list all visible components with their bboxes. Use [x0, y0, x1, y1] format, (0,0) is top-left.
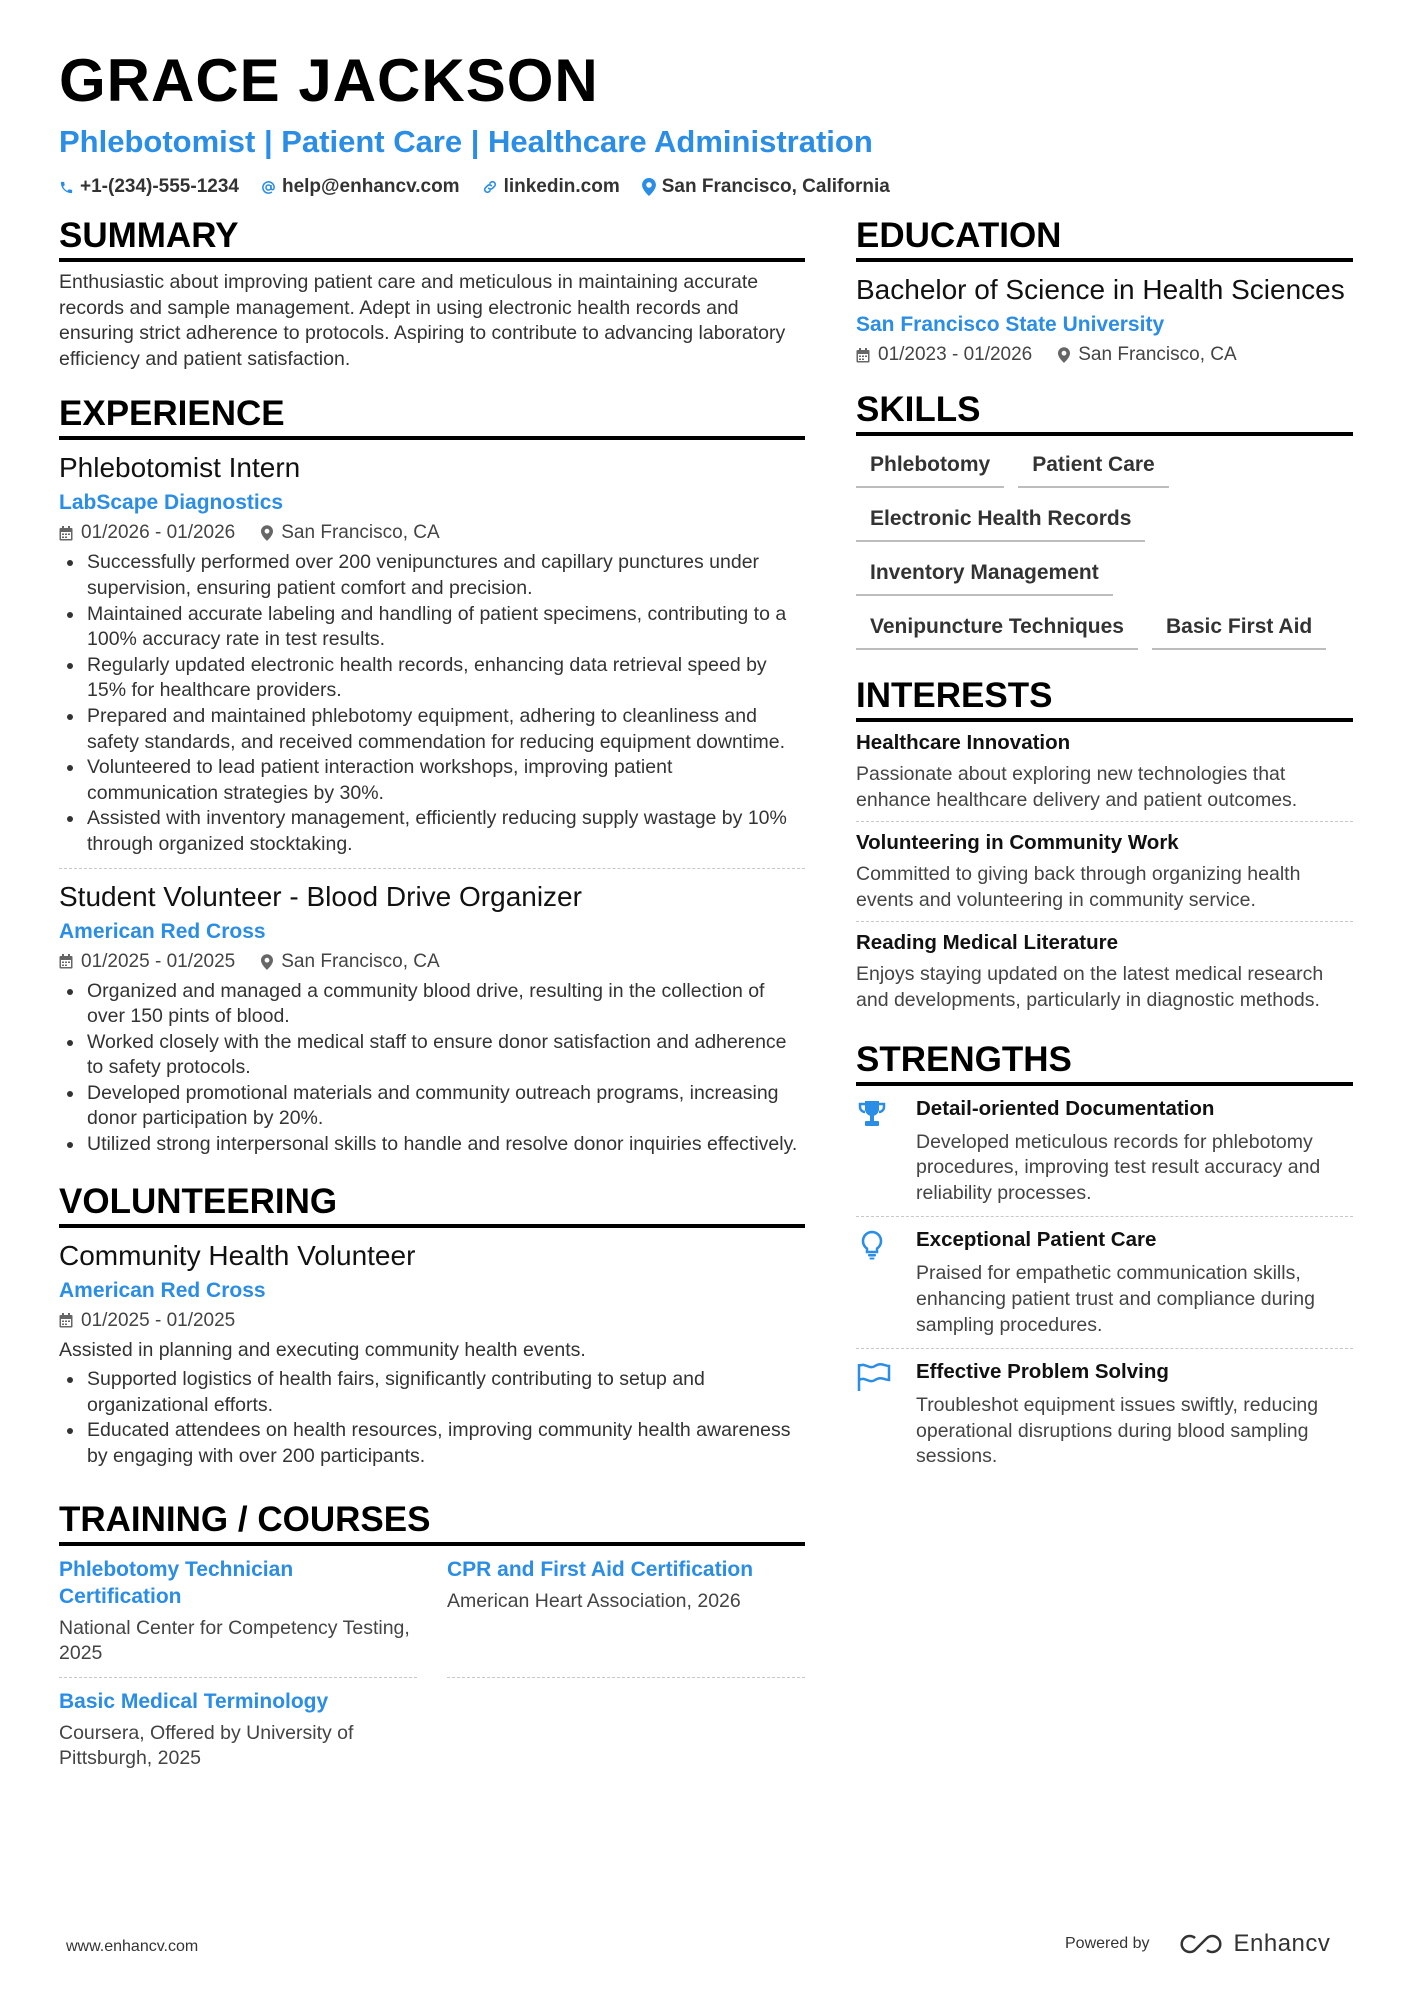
job-entry — [59, 440, 805, 867]
footer-powered — [1065, 1930, 1330, 1958]
powered-by-label: Powered by — [1065, 1935, 1150, 1952]
course-title: Phlebotomy Technician Certification — [59, 1557, 294, 1608]
interest-item — [856, 821, 1353, 921]
education-section — [856, 216, 1353, 368]
skill-tag: Basic First Aid — [1152, 608, 1326, 650]
job-location: San Francisco, CA — [281, 522, 440, 544]
summary-text: Enthusiastic about improving patient care and meticulous in maintaining accurate records and sample management. Adept in using electronic health records and ensuring strict adherence to protocols. Aspiring to contribute to advancing laboratory efficiency and patient satisfaction. — [59, 271, 786, 370]
volunteer-title: Community Health Volunteer — [59, 1239, 416, 1271]
course-item — [59, 1556, 417, 1678]
interest-title: Healthcare Innovation — [856, 731, 1071, 754]
linkedin-text: linkedin.com — [503, 176, 620, 197]
bullet-item: Maintained accurate labeling and handling of patient specimens, contributing to a 100% accuracy rate in test results. — [59, 602, 805, 653]
brand-logo[interactable] — [1178, 1930, 1331, 1958]
calendar-icon — [856, 348, 870, 363]
interest-item — [856, 722, 1353, 821]
interest-description: Enjoys staying updated on the latest medical research and developments, particularly in diagnostic methods. — [856, 963, 1324, 1011]
skill-tag: Patient Care — [1018, 446, 1169, 488]
calendar-icon — [59, 954, 73, 969]
skills-list — [856, 446, 1353, 662]
location-pin-icon — [1058, 347, 1070, 363]
phone-text: +1-(234)-555-1234 — [80, 176, 239, 197]
job-title: Phlebotomist Intern — [59, 452, 301, 484]
interests-section — [856, 676, 1353, 1022]
course-provider: Coursera, Offered by University of Pittsburgh, 2025 — [59, 1721, 354, 1770]
resume-header — [59, 46, 1359, 200]
enhancv-logo-icon — [1178, 1932, 1224, 1956]
education-school: San Francisco State University — [856, 313, 1165, 336]
job-meta — [59, 520, 805, 546]
strength-item — [856, 1086, 1353, 1217]
strength-title: Detail-oriented Documentation — [916, 1096, 1215, 1120]
left-column — [59, 216, 805, 1814]
course-title: Basic Medical Terminology — [59, 1689, 329, 1713]
strengths-section — [856, 1040, 1353, 1480]
skill-tag: Phlebotomy — [856, 446, 1004, 488]
bullet-item: Volunteered to lead patient interaction workshops, improving patient communication strategies by 30%. — [59, 755, 805, 806]
job-meta — [59, 949, 805, 975]
candidate-name: GRACE JACKSON — [59, 47, 599, 114]
strength-title: Exceptional Patient Care — [916, 1228, 1157, 1252]
strengths-heading: STRENGTHS — [856, 1040, 1353, 1086]
strength-description: Troubleshot equipment issues swiftly, reducing operational disruptions during blood sampling sessions. — [916, 1394, 1319, 1468]
job-entry — [59, 868, 805, 1168]
experience-heading: EXPERIENCE — [59, 394, 805, 440]
lightbulb-icon — [856, 1229, 888, 1261]
at-icon — [261, 180, 276, 195]
calendar-icon — [59, 1313, 73, 1328]
course-item — [447, 1556, 805, 1678]
contact-email[interactable] — [261, 176, 460, 198]
volunteering-heading: VOLUNTEERING — [59, 1182, 805, 1228]
education-dates: 01/2023 - 01/2026 — [878, 344, 1033, 365]
brand-name: Enhancv — [1233, 1930, 1331, 1957]
education-degree: Bachelor of Science in Health Sciences — [856, 274, 1345, 305]
bullet-item: Developed promotional materials and community outreach programs, increasing donor participation by 20%. — [59, 1081, 805, 1132]
volunteer-entry — [59, 1228, 805, 1480]
job-dates: 01/2025 - 01/2025 — [81, 950, 236, 972]
skill-tag: Inventory Management — [856, 554, 1113, 596]
job-location: San Francisco, CA — [281, 950, 440, 972]
interest-title: Reading Medical Literature — [856, 931, 1119, 955]
volunteer-dates: 01/2025 - 01/2025 — [81, 1309, 236, 1331]
volunteer-meta — [59, 1308, 805, 1334]
candidate-title: Phlebotomist | Patient Care | Healthcare Administration — [59, 124, 873, 159]
bullet-item: Assisted with inventory management, efficiently reducing supply wastage by 10% through organized stocktaking. — [59, 806, 805, 857]
skill-tag: Venipuncture Techniques — [856, 608, 1138, 650]
strength-description: Praised for empathetic communication skills, enhancing patient trust and compliance during sampling procedures. — [916, 1262, 1315, 1336]
strength-description: Developed meticulous records for phlebotomy procedures, improving test result accuracy and reliability processes. — [916, 1130, 1321, 1204]
location-pin-icon — [642, 178, 656, 196]
bullet-item: Prepared and maintained phlebotomy equipment, adhering to cleanliness and safety standards, and received commendation for reducing equipment downtime. — [59, 704, 805, 755]
calendar-icon — [59, 526, 73, 541]
strength-item — [856, 1216, 1353, 1348]
location-pin-icon — [261, 525, 273, 541]
skill-tag: Electronic Health Records — [856, 500, 1145, 542]
volunteering-section — [59, 1182, 805, 1480]
summary-heading: SUMMARY — [59, 216, 805, 262]
job-bullets — [59, 979, 805, 1158]
job-bullets — [59, 550, 805, 857]
education-meta — [856, 342, 1353, 368]
strength-item — [856, 1348, 1353, 1480]
phone-icon — [59, 180, 74, 195]
right-column — [856, 216, 1353, 1502]
job-company: LabScape Diagnostics — [59, 491, 284, 515]
course-item — [59, 1688, 417, 1782]
education-heading: EDUCATION — [856, 216, 1353, 262]
location-text: San Francisco, California — [661, 176, 890, 197]
volunteer-description: Assisted in planning and executing community health events. — [59, 1338, 586, 1361]
bullet-item: Regularly updated electronic health records, enhancing data retrieval speed by 15% for healthcare providers. — [59, 653, 805, 704]
course-provider: National Center for Competency Testing, 2025 — [59, 1616, 410, 1665]
email-text: help@enhancv.com — [281, 176, 460, 197]
interest-item — [856, 921, 1353, 1021]
volunteer-bullets — [59, 1367, 805, 1469]
bullet-item: Supported logistics of health fairs, significantly contributing to setup and organizational efforts. — [59, 1367, 805, 1418]
contact-bar — [59, 174, 1359, 200]
training-heading: TRAINING / COURSES — [59, 1500, 805, 1546]
contact-phone[interactable] — [59, 176, 239, 198]
course-provider: American Heart Association, 2026 — [447, 1589, 741, 1612]
skills-section — [856, 390, 1353, 662]
interest-description: Passionate about exploring new technologies that enhance healthcare delivery and patient outcomes. — [856, 763, 1298, 811]
volunteer-company: American Red Cross — [59, 1278, 266, 1302]
education-location: San Francisco, CA — [1078, 344, 1237, 365]
course-grid — [59, 1556, 805, 1792]
location-pin-icon — [261, 954, 273, 970]
job-title: Student Volunteer - Blood Drive Organizer — [59, 880, 582, 912]
experience-section — [59, 394, 805, 1167]
trophy-icon — [856, 1098, 888, 1130]
flag-icon — [856, 1361, 892, 1393]
job-company: American Red Cross — [59, 919, 266, 943]
job-dates: 01/2026 - 01/2026 — [81, 522, 236, 544]
interest-title: Volunteering in Community Work — [856, 831, 1179, 855]
bullet-item: Organized and managed a community blood drive, resulting in the collection of over 150 pints of blood. — [59, 979, 805, 1030]
bullet-item: Worked closely with the medical staff to ensure donor satisfaction and adherence to safety protocols. — [59, 1030, 805, 1081]
interest-description: Committed to giving back through organizing health events and volunteering in community service. — [856, 863, 1301, 911]
bullet-item: Successfully performed over 200 venipunctures and capillary punctures under supervision, ensuring patient comfort and precision. — [59, 550, 805, 601]
link-icon — [482, 179, 498, 195]
summary-section — [59, 216, 805, 372]
bullet-item: Educated attendees on health resources, improving community health awareness by engaging with over 200 participants. — [59, 1418, 805, 1469]
bullet-item: Utilized strong interpersonal skills to handle and resolve donor inquiries effectively. — [59, 1132, 805, 1158]
contact-location — [642, 176, 890, 198]
interests-heading: INTERESTS — [856, 676, 1353, 722]
training-section — [59, 1500, 805, 1792]
course-title: CPR and First Aid Certification — [447, 1557, 754, 1581]
contact-linkedin[interactable] — [482, 176, 620, 198]
strength-title: Effective Problem Solving — [916, 1360, 1169, 1384]
skills-heading: SKILLS — [856, 390, 1353, 436]
footer-website[interactable]: www.enhancv.com — [66, 1938, 199, 1955]
